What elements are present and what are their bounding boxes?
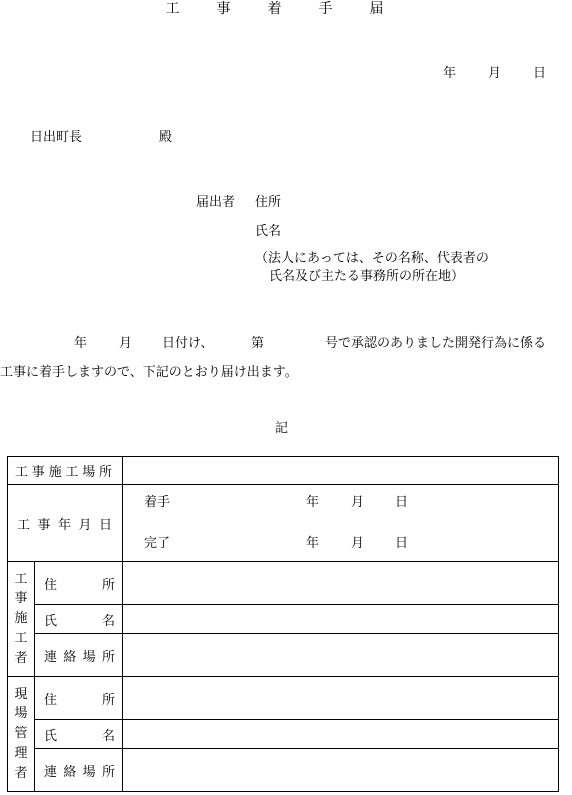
- label-char: 名: [101, 728, 115, 744]
- label-char: 事: [31, 465, 45, 480]
- start-year: 年: [306, 495, 320, 510]
- label-char: 所: [101, 649, 115, 665]
- value-contractor-name[interactable]: [123, 605, 559, 634]
- label-name: [35, 605, 123, 634]
- title-char: 手: [318, 1, 333, 17]
- body-year: 年: [74, 336, 88, 351]
- notifier-note-line2: 氏名及び主たる事務所の所在地）: [269, 269, 465, 284]
- value-manager-contact[interactable]: [123, 749, 559, 792]
- document-title: [148, 2, 401, 16]
- start-label: 着手: [144, 495, 171, 510]
- date-year: 年: [443, 66, 457, 81]
- date-day: 日: [533, 66, 547, 81]
- row-period: [8, 485, 559, 562]
- end-label: 完了: [144, 536, 171, 551]
- label-char: 場: [82, 465, 96, 480]
- notifier-name-label: 氏名: [255, 224, 282, 239]
- label-char: 連: [44, 764, 58, 780]
- row-manager-name: [8, 720, 559, 749]
- label-address: [35, 562, 123, 605]
- notifier-note-line1: （法人にあっては、その名称、代表者の: [255, 251, 489, 266]
- label-period: [8, 485, 123, 562]
- group-char: 施: [14, 611, 28, 627]
- label-char: 所: [101, 692, 115, 708]
- title-char: 事: [216, 1, 231, 17]
- label-char: 所: [101, 764, 115, 780]
- row-site: [8, 457, 559, 485]
- group-char: 者: [14, 765, 28, 781]
- value-site[interactable]: [123, 457, 559, 485]
- row-contractor-contact: [8, 634, 559, 677]
- label-char: 住: [44, 692, 58, 708]
- start-month: 月: [351, 495, 365, 510]
- label-char: 氏: [44, 728, 58, 744]
- group-char: 工: [14, 571, 28, 587]
- addressee-name: 日出町長: [30, 130, 83, 145]
- body-line2: 工事に着手しますので、下記のとおり届け出ます。: [0, 365, 298, 380]
- addressee-honorific: 殿: [159, 130, 173, 145]
- label-char: 工: [17, 517, 31, 533]
- label-contact: [35, 634, 123, 677]
- title-char: 着: [267, 1, 282, 17]
- label-contact: [35, 749, 123, 792]
- row-contractor-address: [8, 562, 559, 605]
- label-name: [35, 720, 123, 749]
- group-char: 現: [14, 686, 28, 702]
- notifier-label: 届出者: [196, 195, 236, 210]
- body-number-prefix: 第: [251, 336, 265, 351]
- start-day: 日: [395, 495, 409, 510]
- group-char: 者: [14, 650, 28, 666]
- body-month: 月: [119, 336, 133, 351]
- label-site: [8, 457, 123, 485]
- title-char: 工: [165, 1, 180, 17]
- label-char: 絡: [63, 649, 77, 665]
- body-day-suffix: 日付け、: [162, 336, 214, 351]
- group-manager: [8, 677, 35, 792]
- row-manager-address: [8, 677, 559, 720]
- label-char: 所: [101, 577, 115, 593]
- notifier-address-label: 住所: [255, 195, 282, 210]
- row-manager-contact: [8, 749, 559, 792]
- label-char: 月: [78, 517, 92, 533]
- value-contractor-contact[interactable]: [123, 634, 559, 677]
- value-period: [123, 485, 559, 562]
- group-char: 理: [14, 745, 28, 761]
- group-char: 管: [14, 726, 28, 742]
- group-contractor: [8, 562, 35, 677]
- group-char: 工: [14, 630, 28, 646]
- label-char: 名: [101, 613, 115, 629]
- end-month: 月: [351, 536, 365, 551]
- value-manager-address[interactable]: [123, 677, 559, 720]
- form-table: [7, 456, 559, 792]
- date-month: 月: [488, 66, 502, 81]
- label-char: 連: [44, 649, 58, 665]
- label-char: 絡: [63, 764, 77, 780]
- row-contractor-name: [8, 605, 559, 634]
- label-char: 住: [44, 577, 58, 593]
- label-char: 場: [82, 764, 96, 780]
- label-char: 事: [37, 517, 51, 533]
- group-char: 場: [14, 706, 28, 722]
- label-char: 工: [15, 465, 29, 480]
- group-char: 事: [14, 591, 28, 607]
- value-manager-name[interactable]: [123, 720, 559, 749]
- label-char: 氏: [44, 613, 58, 629]
- label-char: 年: [57, 517, 71, 533]
- label-address: [35, 677, 123, 720]
- label-char: 施: [48, 465, 62, 480]
- ki-heading: 記: [275, 421, 289, 436]
- value-contractor-address[interactable]: [123, 562, 559, 605]
- label-char: 場: [82, 649, 96, 665]
- body-number-suffix: 号で承認のありました開発行為に係る: [325, 336, 547, 351]
- end-day: 日: [395, 536, 409, 551]
- label-char: 日: [98, 517, 112, 533]
- label-char: 工: [65, 465, 79, 480]
- label-char: 所: [98, 465, 112, 480]
- title-char: 届: [369, 1, 384, 17]
- end-year: 年: [306, 536, 320, 551]
